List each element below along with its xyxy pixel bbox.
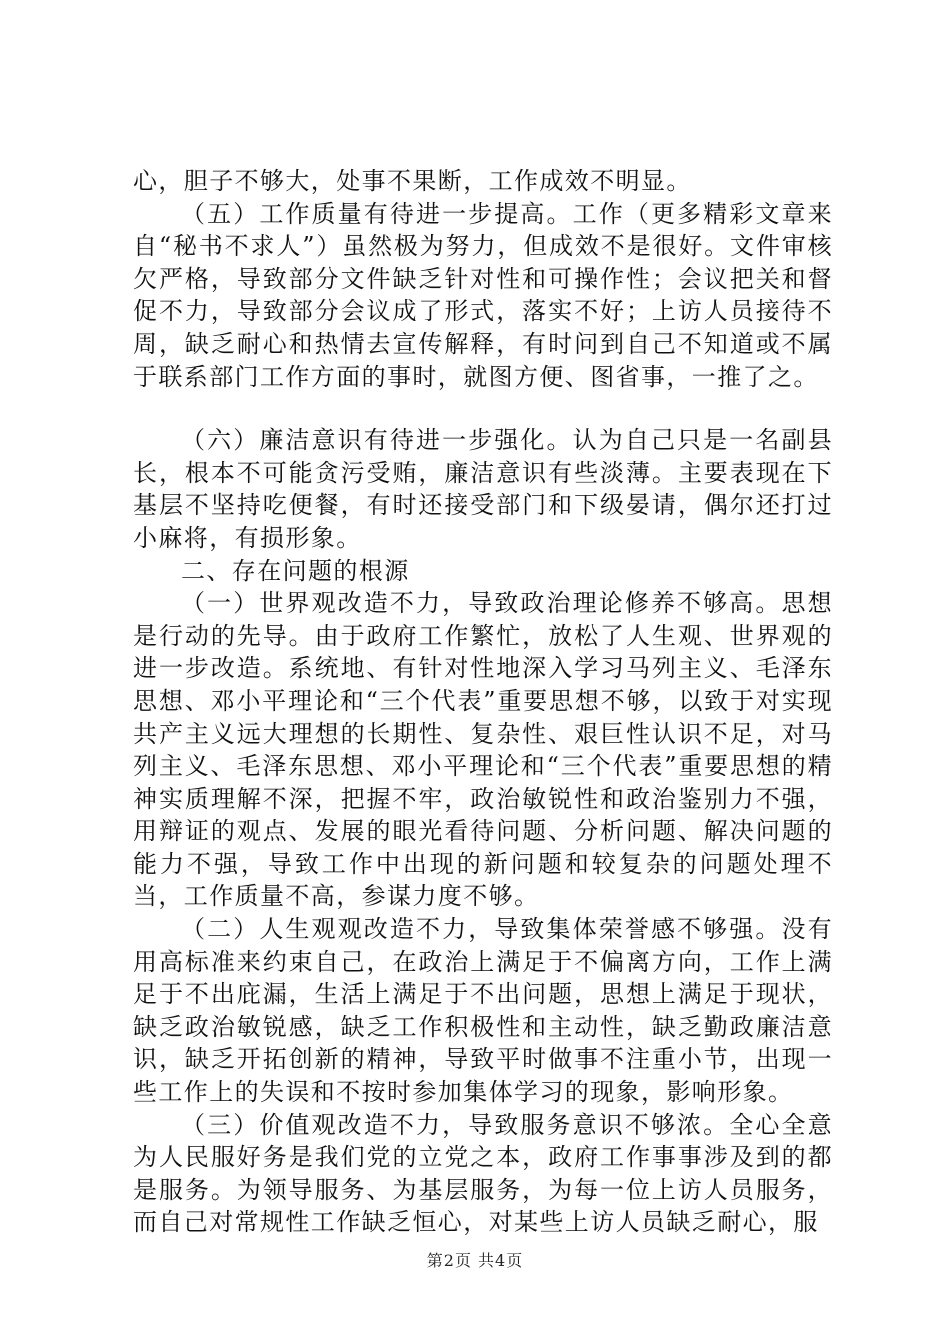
paragraph-work-quality: （五）工作质量有待进一步提高。工作（更多精彩文章来自“秘书不求人”）虽然极为努力，但成效不是很好。文件审核欠严格，导致部分文件缺乏针对性和可操作性；会议把关和督促不力，导致部分会议成了形式，落实不好；上访人员接待不周，缺乏耐心和热情去宣传解释，有时问到自己不知道或不属于联系部门工作方面的事时，就图方便、图省事，一推了之。 xyxy=(133,199,833,391)
paragraph-values: （三）价值观改造不力，导致服务意识不够浓。全心全意为人民服好务是我们党的立党之本，政府工作事事涉及到的都是服务。为领导服务、为基层服务，为每一位上访人员服务，而自己对常规性工作缺乏恒心，对某些上访人员缺乏耐心，服 xyxy=(133,1110,833,1237)
paragraph-outlook-on-life: （二）人生观观改造不力，导致集体荣誉感不够强。没有用高标准来约束自己，在政治上满足于不偏离方向，工作上满足于不出庇漏，生活上满足于不出问题，思想上满足于现状，缺乏政治敏锐感，缺乏工作积极性和主动性，缺乏勤政廉洁意识，缺乏开拓创新的精神，导致平时做事不注重小节，出现一些工作上的失误和不按时参加集体学习的现象，影响形象。 xyxy=(133,915,833,1107)
document-body xyxy=(133,165,833,1239)
section-heading-root-causes: 二、存在问题的根源 xyxy=(181,556,410,585)
paragraph-continuation: 心，胆子不够大，处事不果断，工作成效不明显。 xyxy=(133,167,692,195)
paragraph-worldview: （一）世界观改造不力，导致政治理论修养不够高。思想是行动的先导。由于政府工作繁忙，放松了人生观、世界观的进一步改造。系统地、有针对性地深入学习马列主义、毛泽东思想、邓小平理论和“三个代表”重要思想不够，以致于对实现共产主义远大理想的长期性、复杂性、艰巨性认识不足，对马列主义、毛泽东思想、邓小平理论和“三个代表”重要思想的精神实质理解不深，把握不牢，政治敏锐性和政治鉴别力不强，用辩证的观点、发展的眼光看待问题、分析问题、解决问题的能力不强，导致工作中出现的新问题和较复杂的问题处理不当，工作质量不高，参谋力度不够。 xyxy=(133,589,833,911)
page-number-footer: 第2页 共4页 xyxy=(426,1251,524,1270)
paragraph-integrity: （六）廉洁意识有待进一步强化。认为自己只是一名副县长，根本不可能贪污受贿，廉洁意识有些淡薄。主要表现在下基层不坚持吃便餐，有时还接受部门和下级晏请，偶尔还打过小麻将，有损形象。 xyxy=(133,426,833,552)
